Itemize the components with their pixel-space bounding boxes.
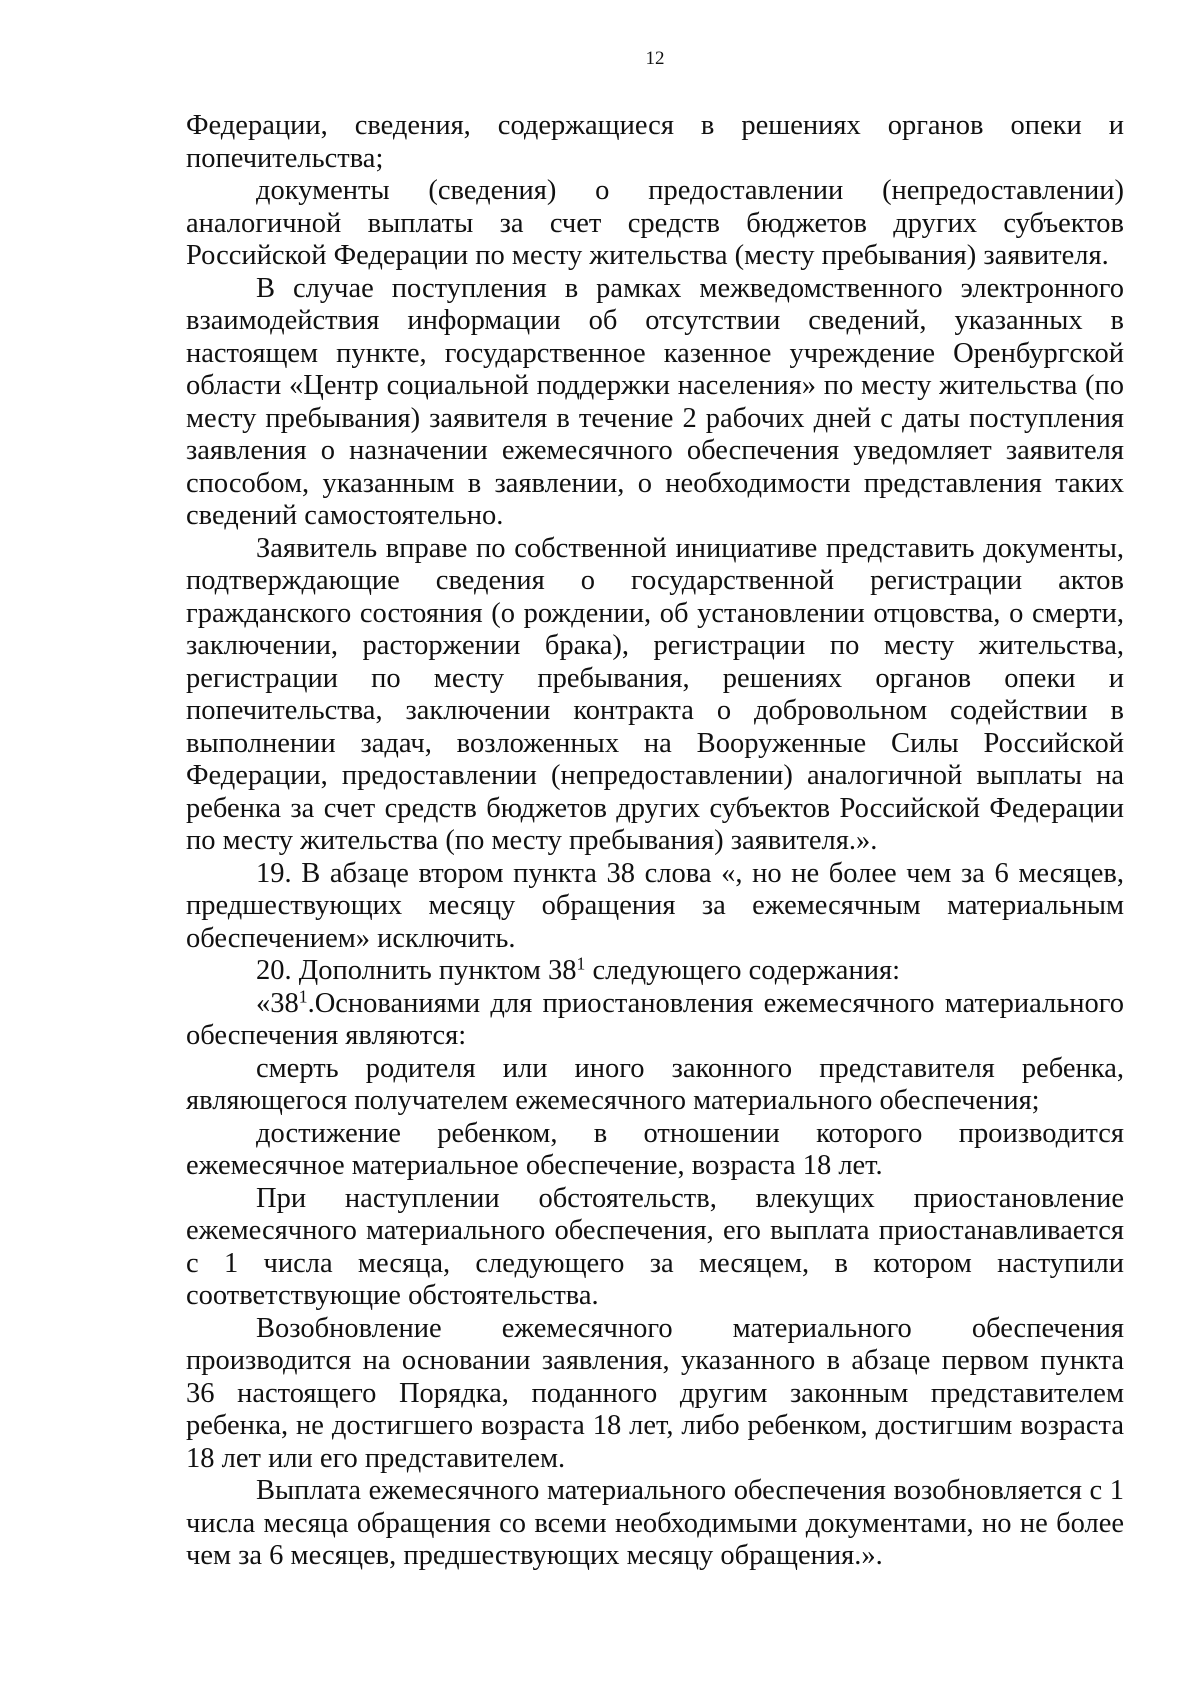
paragraph-resumption-payment: Выплата ежемесячного материального обеспечения возобновляется с 1 числа месяца обращения со всеми необходимыми документами, но не более чем за 6 месяцев, предшествующих месяцу обращения.». — [186, 1475, 1124, 1571]
paragraph-applicant-own-initiative: Заявитель вправе по собственной инициативе представить документы, подтверждающие сведения о государственной регистрации актов гражданского состояния (о рождении, об установлении отцовства, о смерти, заключении, расторжении брака), регистрации по месту жительства, регистрации по месту пребывания, решениях органов опеки и попечительства, заключении контракта о добровольном содействии в выполнении задач, возложенных на Вооруженные Силы Российской Федерации, предоставлении (непредоставлении) аналогичной выплаты на ребенка за счет средств бюджетов других субъектов Российской Федерации по месту жительства (по месту пребывания) заявителя.». — [186, 532, 1124, 856]
paragraph-suspension-date: При наступлении обстоятельств, влекущих приостановление ежемесячного материального обеспечения, его выплата приостанавливается с 1 числа месяца, следующего за месяцем, в котором наступили соответствующие обстоятельства. — [186, 1182, 1124, 1311]
paragraph-resumption-basis: Возобновление ежемесячного материального обеспечения производится на основании заявления, указанного в абзаце первом пункта 36 настоящего Порядка, поданного другим законным представителем ребенка, не достигшего возраста 18 лет, либо ребенком, достигшим возраста 18 лет или его представителем. — [186, 1312, 1124, 1474]
paragraph-item-19: 19. В абзаце втором пункта 38 слова «, но не более чем за 6 месяцев, предшествующих месяцу обращения за ежемесячным материальным обеспечением» исключить. — [186, 857, 1124, 954]
paragraph-point-38-1 — [186, 985, 1124, 1053]
paragraph-federation-guardianship: Федерации, сведения, содержащиеся в решениях органов опеки и попечительства; — [186, 110, 1124, 174]
point-38-1-text: «38 — [256, 987, 299, 1019]
paragraph-interagency-absence-notice: В случае поступления в рамках межведомственного электронного взаимодействия информации об отсутствии сведений, указанных в настоящем пункте, государственное казенное учреждение Оренбургской области «Центр социальной поддержки населения» по месту жительства (по месту пребывания) заявителя в течение 2 рабочих дней с даты поступления заявления о назначении ежемесячного обеспечения уведомляет заявителя способом, указанным в заявлении, о необходимости представления таких сведений самостоятельно. — [186, 272, 1124, 531]
item-20-text: 20. Дополнить пунктом 38 — [256, 955, 577, 986]
page-number: 12 — [645, 48, 665, 69]
item-20-text-end: следующего содержания: — [585, 955, 900, 986]
paragraph-death-of-parent: смерть родителя или иного законного представителя ребенка, являющегося получателем ежемесячного материального обеспечения; — [186, 1052, 1124, 1116]
item-20-superscript: 1 — [576, 953, 586, 974]
paragraph-similar-payment-documents: документы (сведения) о предоставлении (непредоставлении) аналогичной выплаты за счет средств бюджетов других субъектов Российской Федерации по месту жительства (месту пребывания) заявителя. — [186, 175, 1124, 271]
point-38-1-text-end: .Основаниями для приостановления ежемесячного материального обеспечения являются: — [186, 987, 1124, 1051]
point-38-1-superscript: 1 — [298, 985, 308, 1006]
document-body — [186, 110, 1124, 1573]
paragraph-child-age-18: достижение ребенком, в отношении которого производится ежемесячное материальное обеспечение, возраста 18 лет. — [186, 1117, 1124, 1181]
paragraph-item-20 — [186, 955, 1124, 988]
